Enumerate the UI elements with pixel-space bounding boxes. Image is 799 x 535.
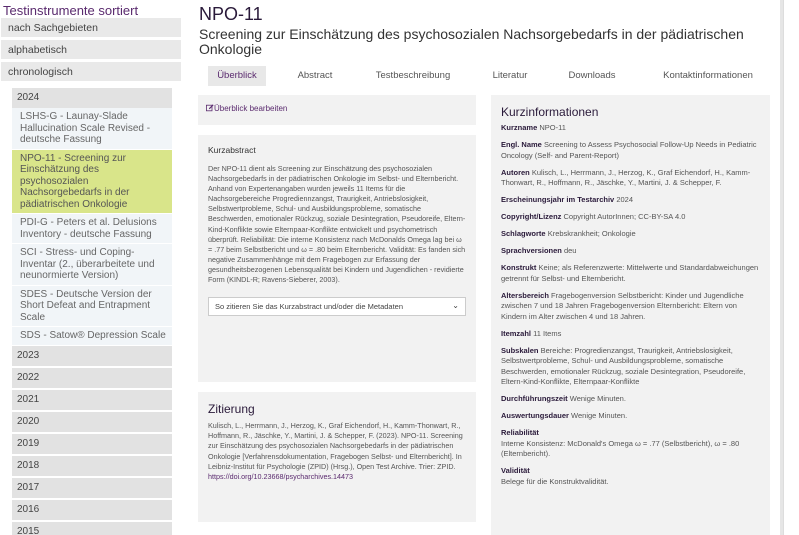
year-2020-toggle[interactable]: 2020	[12, 412, 172, 432]
kurzinfo-value: Fragebogenversion Selbstbericht: Kinder und Jugendliche zwischen 7 und 18 Jahren Fragebogenversion Elternbericht: Eltern von Kindern im Alter zwischen 4 und 18 Jahren.	[501, 290, 744, 321]
citation-heading: Zitierung	[208, 402, 255, 416]
kurzinfo-value: Interne Konsistenz: McDonald's Omega ω = .77 (Selbstbericht), ω = .80 (Elternbericht).	[501, 438, 740, 458]
kurzinfo-row	[501, 291, 760, 323]
tab-downloads[interactable]: Downloads	[568, 70, 616, 81]
kurzinfo-label: Copyright/Lizenz	[501, 212, 562, 221]
sidebar-item-sds[interactable]: SDS - Satow® Depression Scale	[12, 327, 172, 346]
sidebar	[0, 0, 182, 535]
kurzinfo-row	[501, 212, 760, 223]
year-2022-toggle[interactable]: 2022	[12, 368, 172, 388]
citation-text	[208, 421, 466, 482]
sidebar-title: Testinstrumente sortiert	[3, 3, 139, 18]
kurzinfo-label: Itemzahl	[501, 328, 532, 338]
kurzinfo-value: Wenige Minuten.	[571, 411, 628, 420]
page-subtitle: Screening zur Einschätzung des psychosozialen Nachsorgebedarfs in der pädiatrischen Onkologie	[199, 26, 744, 57]
tab-bar	[208, 66, 778, 86]
cite-abstract-select[interactable]	[208, 297, 466, 316]
kurzinfo-label: Reliabilität	[501, 428, 539, 437]
citation-panel	[198, 392, 476, 522]
year-list	[12, 88, 172, 535]
citation-body: Kulisch, L., Herrmann, J., Herzog, K., Graf Eichendorf, H., Kamm-Thonwart, R., Hoffmann, R., Jäschke, Y., Martini, J. & Schepper, F. (2023). NPO-11. Screening zur Einschätzung des psychosozialen Nachsorgebedarfs in der pädiatrischen Onkologie [Verfahrensdokumentation, Fragebogen Selbst- und Elternbericht]. In Leibniz-Institut für Psychologie (ZPID) (Hrsg.), Open Test Archive. Trier: ZPID.	[208, 421, 463, 471]
kurzinfo-row	[501, 329, 760, 340]
kurzinfo-label: Altersbereich	[501, 290, 549, 300]
kurzinfo-label: Sprachversionen	[501, 246, 562, 255]
kurzinfo-row	[501, 411, 760, 422]
kurzinfo-value: 11 Items	[533, 328, 562, 338]
sidebar-item-sci[interactable]: SCI - Stress- und Coping-Inventar (2., überarbeitete und neunormierte Version)	[12, 244, 172, 286]
kurzinfo-value: Screening to Assess Psychosocial Follow-Up Needs in Pediatric Oncology (Self- and Parent-Report)	[501, 140, 757, 160]
kurzinfo-row	[501, 195, 760, 206]
kurzinfo-row	[501, 246, 760, 257]
kurzinfo-label: Kurzname	[501, 123, 538, 132]
kurzinfo-value: deu	[563, 246, 577, 255]
kurzinfo-label: Erscheinungsjahr im Testarchiv	[501, 195, 615, 204]
year-2019-toggle[interactable]: 2019	[12, 434, 172, 454]
kurzinformationen-list	[501, 123, 760, 487]
citation-doi-link[interactable]: https://doi.org/10.23668/psycharchives.14473	[208, 472, 354, 482]
kurzinfo-label: Engl. Name	[501, 140, 542, 149]
kurzinfo-row	[501, 466, 760, 487]
kurzinfo-label: Validität	[501, 466, 530, 475]
edit-icon	[206, 104, 214, 112]
tab-ueberblick[interactable]: Überblick	[208, 66, 266, 86]
kurzinfo-row	[501, 123, 760, 134]
year-2017-toggle[interactable]: 2017	[12, 478, 172, 498]
sort-chronological-button[interactable]: chronologisch	[1, 62, 181, 81]
kurzinfo-label: Durchführungszeit	[501, 394, 568, 403]
kurzinfo-row	[501, 263, 760, 284]
year-2021-toggle[interactable]: 2021	[12, 390, 172, 410]
kurzinfo-value: NPO-11	[539, 123, 566, 132]
sort-by-subject-button[interactable]: nach Sachgebieten	[1, 18, 181, 37]
kurzinfo-value: Bereiche: Progredienzangst, Traurigkeit, Antriebslosigkeit, Selbstwertprobleme, Schul- und Ausbildungsprobleme, somatische Beschwerden, emotionaler Rückzug, soziale Desintegration, Pseudoreife, Eltern-Kind-Konflikte, Elternpaar-Konflikte	[501, 345, 746, 386]
sidebar-item-pdi-g[interactable]: PDI-G - Peters et al. Delusions Inventory - deutsche Fassung	[12, 214, 172, 244]
kurzinfo-row	[501, 346, 760, 388]
sidebar-item-lshs-g[interactable]: LSHS-G - Launay-Slade Hallucination Scale Revised - deutsche Fassung	[12, 108, 172, 150]
abstract-heading: Kurzabstract	[208, 145, 256, 155]
kurzinfo-row	[501, 394, 760, 405]
edit-link-label: Überblick bearbeiten	[214, 104, 288, 113]
year-2018-toggle[interactable]: 2018	[12, 456, 172, 476]
kurzinfo-label: Konstrukt	[501, 263, 537, 272]
page-header	[198, 0, 780, 62]
abstract-text: Der NPO-11 dient als Screening zur Einschätzung des psychosozialen Nachsorgebedarfs in der pädiatrischen Onkologie im Selbst- und Elternbericht. Anhand von Expertenangaben wurden jeweils 11 Items für die Nachsorgebereiche Progrediennzangst, Traurigkeit, Antriebslosigkeit, Selbstwertprobleme, Schul- und Ausbildungsprobleme, somatische Beschwerden, emotionaler Rückzug, soziale Desintegration, Pseudoreife, Eltern-Kind-Konflikte sowie Elternpaar-Konflikte entwickelt und psychometrisch überprüft. Reliabilität: Die interne Konsistenz nach McDonalds Omega lag bei ω = .77 beim Selbstbericht und ω = .80 beim Elternbericht. Validität: Es fanden sich negative Zusammenhänge mit dem Fragebogen zur Erfassung der gesundheitsbezogenen Lebensqualität bei Kindern und Jugendlichen - revidierte Form (KINDL-R; Ravens-Sieberer, 2003).	[208, 164, 466, 285]
kurzinfo-label: Schlagworte	[501, 229, 546, 238]
kurzinfo-row	[501, 140, 760, 161]
year-2023-toggle[interactable]: 2023	[12, 346, 172, 366]
kurzinfo-value: Wenige Minuten.	[569, 394, 626, 403]
year-2024-items	[12, 108, 172, 346]
kurzinfo-value: Kulisch, L., Herrmann, J., Herzog, K., Graf Eichendorf, H., Kamm-Thonwart, R., Hoffmann, R., Jäschke, Y., Martini, J. & Schepper, F.	[501, 167, 751, 187]
kurzinfo-value: Copyright AutorInnen; CC-BY-SA 4.0	[563, 212, 686, 221]
kurzinfo-value: Keine; als Referenzwerte: Mittelwerte und Standardabweichungen getrennt für Selbst- und Elternbericht.	[501, 263, 759, 283]
cite-abstract-select-label: So zitieren Sie das Kurzabstract und/oder die Metadaten	[215, 302, 404, 312]
edit-panel	[198, 95, 476, 125]
tab-kontaktinformationen[interactable]: Kontaktinformationen	[663, 70, 753, 81]
kurzinfo-label: Subskalen	[501, 345, 539, 355]
year-2024-toggle[interactable]: 2024	[12, 88, 172, 108]
tab-abstract[interactable]: Abstract	[297, 70, 333, 81]
kurzinformationen-panel	[491, 95, 770, 535]
main-content	[198, 0, 780, 535]
window-edge	[783, 0, 799, 535]
page-title: NPO-11	[199, 4, 263, 24]
sidebar-item-npo-11[interactable]: NPO-11 - Screening zur Einschätzung des psychosozialen Nachsorgebedarfs in der pädiatrischen Onkologie	[12, 150, 172, 215]
sidebar-item-sdes[interactable]: SDES - Deutsche Version der Short Defeat and Entrapment Scale	[12, 286, 172, 328]
tab-literatur[interactable]: Literatur	[492, 70, 528, 81]
chevron-down-icon: ⌄	[452, 301, 459, 311]
kurzinfo-row	[501, 168, 760, 189]
kurzinfo-label: Autoren	[501, 167, 530, 177]
kurzinfo-row	[501, 428, 760, 460]
kurzinformationen-heading: Kurzinformationen	[501, 105, 599, 119]
kurzinfo-value: 2024	[616, 195, 634, 204]
left-column	[198, 95, 476, 522]
abstract-panel	[198, 135, 476, 382]
year-2016-toggle[interactable]: 2016	[12, 500, 172, 520]
kurzinfo-value: Krebskrankheit; Onkologie	[547, 229, 636, 238]
kurzinfo-value: Belege für die Konstruktvalidität.	[501, 476, 609, 486]
kurzinfo-row	[501, 229, 760, 240]
kurzinfo-label: Auswertungsdauer	[501, 411, 569, 420]
tab-testbeschreibung[interactable]: Testbeschreibung	[375, 70, 451, 81]
sort-alphabetical-button[interactable]: alphabetisch	[1, 40, 181, 59]
year-2015-toggle[interactable]: 2015	[12, 522, 172, 535]
edit-link[interactable]	[206, 104, 287, 113]
